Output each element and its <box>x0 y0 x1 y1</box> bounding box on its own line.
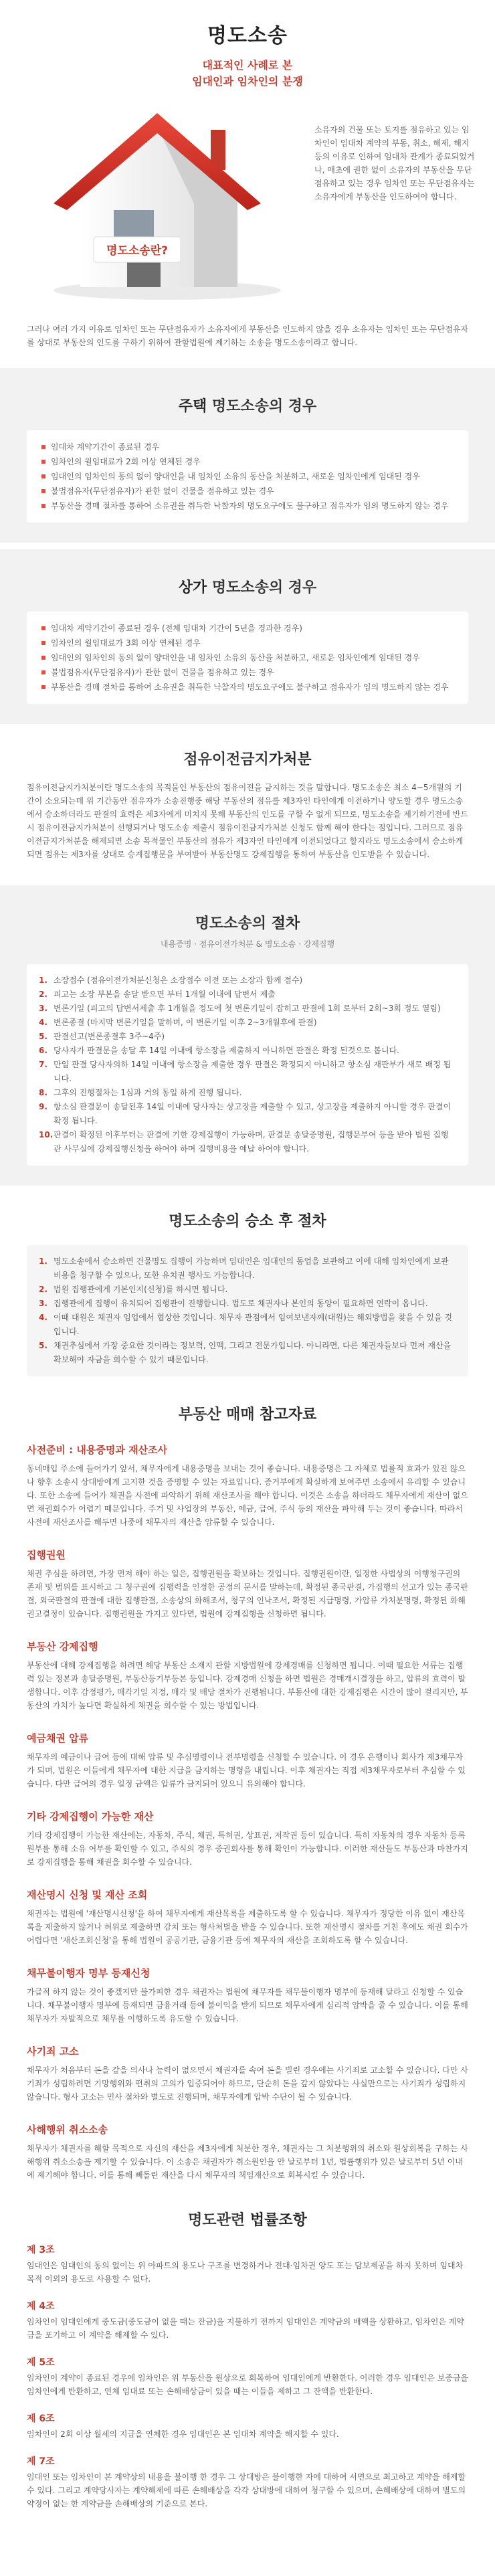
hero-row <box>0 103 495 304</box>
procedure-title-normal: 명도소송의 <box>195 915 272 932</box>
reference-heading: 채무불이행자 명부 등재신청 <box>27 1967 151 1979</box>
list-item: 임대인의 임차인의 동의 없이 양대인을 내 임차인 소유의 동산을 처분하고, 새로운 임차인에게 임대된 경우 <box>41 650 454 665</box>
list-item: 부동산을 경매 절차를 통하여 소유권을 취득한 낙찰자의 명도요구에도 불구하고 점유자가 임의 명도하지 않는 경우 <box>41 680 454 695</box>
list-item: 1. 소장접수 (점유이전가처분신청은 소장접수 이전 또는 소장과 함께 접수) <box>39 976 303 985</box>
injunction-title-bold: 가처분 <box>268 751 312 768</box>
reference-body: 채권 추심을 하려면, 가장 먼저 해야 하는 일은, 집행권원을 확보하는 것입니다. 집행권원이란, 일정한 사법상의 이행청구권의 존재 및 범위를 표시하고 그 청구권에 집행력을 인정한 공정의 문서를 말하는데, 확정된 종국판결, 가집행의 선고가 있는 종국판결, 외국판결의 판결에 대한 집행판결, 소송상의 화해조서, 청구의 인낙조서, 확정된 지급명령, 가압류 가처분명령, 확정된 화해권고결정이 있습니다. 집행권원을 가지고 있다면, 법원에 강제집행을 신청하면 됩니다. <box>27 1569 468 1619</box>
law-heading: 제 5조 <box>27 2357 55 2368</box>
procedure-title-bold: 절차 <box>271 915 300 932</box>
reference-body: 채무자가 처음부터 돈을 갚을 의사나 능력이 없으면서 채권자를 속여 돈을 빌린 경우에는 사기죄로 고소할 수 있습니다. 다만 사기죄가 성립하려면 기망행위와 편취의 고의가 입증되어야 하므로, 단순히 돈을 갚지 않았다는 사실만으로는 사기죄가 성립하지 않습니다. 형사 고소는 민사 절차와 별도로 진행되며, 채무자에게 압박 수단이 될 수 있습니다. <box>27 2065 468 2102</box>
reference-body: 채권자는 법원에 '재산명시신청'을 하여 채무자에게 재산목록을 제출하도록 할 수 있습니다. 채무자가 정당한 이유 없이 재산목록을 제출하지 않거나 허위로 제출하면 감치 또는 형사처벌을 받을 수 있습니다. 또한 재산명시 절차를 거친 후에도 채권 회수가 어렵다면 '재산조회신청'을 통해 법원이 공공기관, 금융기관 등에 채무자의 재산을 조회하도록 할 수 있습니다. <box>27 1909 468 1945</box>
injunction-title-normal: 점유이전금지 <box>183 751 269 768</box>
reference-heading: 집행권원 <box>27 1549 66 1561</box>
law-body: 임대인은 임대인의 동의 없이는 위 아파트의 용도나 구조를 변경하거나 전대·임차권 양도 또는 담보제공을 하지 못하며 임대차 목적 이외의 용도로 사용할 수 없다. <box>27 2261 464 2284</box>
list-item: 임차인의 월임대료가 3회 이상 연체된 경우 <box>41 636 454 650</box>
commercial-title-bold: 상가 <box>178 579 207 596</box>
reference-heading: 예금채권 압류 <box>27 1732 89 1744</box>
procedure-section <box>0 885 495 1186</box>
housing-section <box>0 368 495 543</box>
law-heading: 제 7조 <box>27 2456 55 2467</box>
laws-section <box>0 2209 495 2510</box>
commercial-section <box>0 549 495 724</box>
injunction-body: 점유이전금지가처분이란 명도소송의 목적물인 부동산의 점유이전을 금지하는 것을 말합니다. 명도소송은 최소 4~5개월의 기간이 소요되는데 위 기간동안 점유자가 소송진행중 해당 부동산의 점유를 제3자인 타인에게 이전하거나 양도할 경우 명도소송에서 승소하더라도 판결의 효력은 제3자에게 미치지 못해 부동산의 인도를 구할 수 없게 되므로, 명도소송을 제기하기전에 반드시 점유이전금지가처분이 선행되거나 명도소송 제출시 점유이전금지가처분 신청도 함께 해야 한다는 점입니다. 그러므로 점유이전금지가처분을 해제되면 소송 목적물인 부동산의 점유가 제3자인 타인에게 이전되었다고 할지라도 명도소송에서 승소하게 되면 점유는 제3자를 상대로 승계집행문을 부여받아 부동산명도 강제집행을 통하여 부동산을 인도받을 수 있습니다. <box>27 783 468 859</box>
references-title-bold: 참고자료 <box>260 1406 317 1423</box>
after-win-list <box>27 1245 468 1376</box>
law-body: 임차인이 계약이 종료된 경우에 임차인은 위 부동산을 원상으로 회복하여 임대인에게 반환한다. 이러한 경우 임대인은 보증금을 임차인에게 반환하고, 연체 임대료 또는 손해배상금이 있을 때는 이들을 제하고 그 잔액을 반환한다. <box>27 2373 469 2396</box>
law-heading: 제 6조 <box>27 2413 55 2424</box>
after-win-title-normal: 명도소송의 <box>169 1213 245 1230</box>
law-body: 임차인이 임대인에게 중도금(중도금이 없을 때는 잔금)을 지불하기 전까지 임대인은 계약금의 배액을 상환하고, 임차인은 계약금을 포기하고 이 계약을 해제할 수 있다. <box>27 2317 464 2340</box>
housing-title-bold: 주택 <box>178 398 207 415</box>
commercial-list <box>27 612 468 704</box>
reference-body: 채무자가 채권자를 해할 목적으로 자신의 재산을 제3자에게 처분한 경우, 채권자는 그 처분행위의 취소와 원상회복을 구하는 사해행위 취소소송을 제기할 수 있습니다. 이 소송은 채권자가 취소원인을 안 날로부터 1년, 법률행위가 있은 날로부터 5년 이내에 제기해야 합니다. 이를 통해 빼돌린 재산을 다시 채무자의 책임재산으로 회복시킬 수 있습니다. <box>27 2144 468 2180</box>
commercial-title-rest: 명도소송의 경우 <box>207 579 317 596</box>
reference-heading: 사기죄 고소 <box>27 2045 79 2057</box>
procedure-title <box>27 912 468 933</box>
list-item: 8. 그후의 진행절차는 1심과 거의 동일 하게 진행 됩니다. <box>39 1088 242 1097</box>
housing-list <box>27 430 468 523</box>
house-label: 명도소송란? <box>106 244 168 258</box>
after-win-title <box>0 1210 495 1230</box>
laws-title-normal: 명도관련 <box>188 2212 250 2229</box>
reference-heading: 사해행위 취소소송 <box>27 2124 108 2136</box>
reference-body: 가급적 하지 않는 것이 좋겠지만 불가피한 경우 채권자는 법원에 채무자를 채무불이행자 명부에 등재해 달라고 신청할 수 있습니다. 채무불이행자 명부에 등재되면 금융거래 등에 불이익을 받게 되므로 채무자에게 심리적 압박을 줄 수 있습니다. 이를 통해 채무자가 자발적으로 채무를 이행하도록 유도할 수 있습니다. <box>27 1987 468 2023</box>
list-item: 불법점유자(무단점유자)가 관한 없이 건물을 점유하고 있는 경우 <box>41 665 454 680</box>
reference-body: 동네매입 주소에 들어가기 앞서, 채무자에게 내용증명을 보내는 것이 좋습니다. 내용증명은 그 자체로 법률적 효과가 있진 않으나 향후 소송시 상대방에게 고지한 것을 증명할 수 있는 자료입니다. 증거부에게 확실하게 보여주면 소송에서 유리할 수 있습니다. 또한 소송에 들어가 채권을 사전에 파악하기 위해 재산조사를 해야 합니다. 이것은 소송을 하더라도 채무자에게 재산이 없으면 채권회수가 어렵기 때문입니다. 주거 및 사업장의 부동산, 예금, 급여, 주식 등의 재산을 파악해 두는 것이 좋습니다. 따라서 사전에 재산조사를 해두면 나중에 채무자의 재산을 압류할 수 있습니다. <box>27 1464 468 1527</box>
list-item: 4. 변론종결 (마지막 변론기일을 말하며, 이 변론기일 이후 2~3개월후에 판결) <box>39 1018 317 1027</box>
list-item: 2. 피고는 소장 부본을 송달 받으면 부터 1개월 이내에 답변서 제출 <box>39 990 276 999</box>
list-item: 10. 판결이 확정된 이후부터는 판결에 기한 강제집행이 가능하며, 판결문 송달증명원, 집행문부여 등을 받아 법원 집행관 사무실에 강제집행신청을 하여야 하며 집행비용을 예납 하여야 합니다. <box>39 1130 449 1154</box>
hero-subtitle <box>0 58 495 90</box>
list-item: 임대차 계약기간이 종료된 경우 <box>41 440 454 454</box>
references-section <box>0 1403 495 2182</box>
hero-subtitle-line-2: 임대인과 임차인의 분쟁 <box>192 75 303 88</box>
injunction-title <box>0 748 495 769</box>
intro-paragraph: 그러나 여러 가지 이유로 임차인 또는 무단점유자가 소유자에게 부동산을 인도하지 않을 경우 소유자는 임차인 또는 무단점유자를 상대로 부동산의 인도를 구하기 위하여 관할법원에 제기하는 소송을 명도소송이라고 합니다. <box>27 325 469 347</box>
laws-title <box>0 2209 495 2229</box>
list-item: 임대인의 임차인의 동의 없이 양대인을 내 임차인 소유의 동산을 처분하고, 새로운 임차인에게 임대된 경우 <box>41 469 454 484</box>
after-win-section <box>0 1210 495 1376</box>
procedure-caption: 내용증명 · 점유이전가처분 & 명도소송 · 강제집행 <box>160 939 335 949</box>
hero-description: 소유자의 건물 또는 토지를 점유하고 있는 임차인이 임대차 계약의 부동, 취소, 해제, 해지 등의 이유로 인하여 임대차 관계가 종료되었거나, 애초에 권한 없이 소유자의 부동산을 무단점유하고 있는 경우 임차인 또는 무단점유자는 소유자에게 부동산을 인도하여야 합니다. <box>314 125 475 201</box>
list-item: 3. 변론기일 (피고의 답변서제출 후 1개월을 정도에 첫 변론기일이 잡히고 판결에 1회 로부터 2회~3회 정도 열림) <box>39 1004 441 1013</box>
references-title-normal: 부동산 매매 <box>178 1406 260 1423</box>
commercial-title <box>27 576 468 597</box>
list-item: 임차인의 월임대료가 2회 이상 연체된 경우 <box>41 454 454 469</box>
house-illustration <box>40 103 281 304</box>
law-body: 임대인 또는 임차인이 본 계약상의 내용을 불이행 한 경우 그 상대방은 불이행한 자에 대하여 서면으로 최고하고 계약을 해제할 수 있다. 그리고 계약당사자는 계약해제에 따른 손해배상을 각각 상대방에 대하여 청구할 수 있으며, 손해배상에 대하여 별도의 약정이 없는 한 계약금을 손해배상의 기준으로 본다. <box>27 2472 466 2508</box>
reference-heading: 기타 강제집행이 가능한 재산 <box>27 1811 154 1823</box>
reference-heading: 부동산 강제집행 <box>27 1641 98 1653</box>
hero-subtitle-line-1: 대표적인 사례로 본 <box>202 59 293 72</box>
laws-title-bold: 법률조항 <box>250 2212 307 2229</box>
reference-heading: 재산명시 신청 및 재산 조회 <box>27 1889 148 1901</box>
list-item: 2. 법원 집행관에게 기본인지(신청)를 하시면 됩니다. <box>39 1285 228 1294</box>
list-item: 9. 항소심 판결문이 송달된후 14일 이내에 당사자는 상고장을 제출할 수 있고, 상고장을 제출하지 아니할 경우 판결이 확정 됩니다. <box>39 1102 452 1125</box>
list-item: 3. 집행관에게 집행이 유치되어 집행관이 진행합니다. 법도로 채권자나 본인의 동양이 필요하면 연락이 옵니다. <box>39 1299 428 1308</box>
list-item: 1. 명도소송에서 승소하면 건물명도 집행이 가능하며 임대인은 임대인의 동업을 보관하고 이에 대해 임차인에게 보관비용을 청구할 수 있으나, 또한 유치권 행사도 가능합니다. <box>39 1257 449 1280</box>
list-item: 7. 만일 판결 당사자의하 14일 이내에 항소장을 제출한 경우 판결은 확정되지 아니하고 항소심 재판부가 새로 배정 됩니다. <box>39 1060 452 1083</box>
procedure-list <box>27 964 468 1166</box>
list-item: 불법점유자(무단점유자)가 관한 없이 건물을 점유하고 있는 경우 <box>41 484 454 498</box>
page-title: 명도소송 <box>207 24 288 48</box>
reference-heading: 사전준비 : 내용증명과 재산조사 <box>27 1444 168 1456</box>
list-item: 5. 채권추심에서 가장 중요한 것이라는 정보력, 인맥, 그리고 전문가입니다. 아니라면, 다른 채권자들보다 먼저 재산을 확보해야 자금을 회수할 수 있기 때문입니다. <box>39 1341 452 1364</box>
housing-title <box>27 395 468 416</box>
housing-title-rest: 명도소송의 경우 <box>207 398 317 415</box>
reference-body: 채무자의 예금이나 급여 등에 대해 압류 및 추심명령이나 전부명령을 신청할 수 있습니다. 이 경우 은행이나 회사가 제3채무자가 되며, 법원은 이들에게 채무자에 대한 지급을 금지하는 명령을 내립니다. 이후 채권자는 직접 제3채무자로부터 추심할 수 있습니다. 다만 급여의 경우 일정 금액은 압류가 금지되어 있으니 유의해야 합니다. <box>27 1752 466 1788</box>
injunction-section <box>0 748 495 861</box>
law-heading: 제 4조 <box>27 2301 55 2312</box>
list-item: 6. 당사자가 판결문을 송달 후 14일 이내에 항소장을 제출하지 아니하면 판결은 확정 된것으로 봅니다. <box>39 1046 399 1055</box>
law-body: 임차인이 2회 이상 월세의 지급을 연체한 경우 임대인은 본 임대차 계약을 해지할 수 있다. <box>27 2429 339 2439</box>
law-heading: 제 3조 <box>27 2245 55 2256</box>
list-item: 5. 판결선고(변론종결후 3주~4주) <box>39 1032 165 1041</box>
after-win-title-bold: 승소 후 절차 <box>245 1213 326 1230</box>
list-item: 부동산을 경매 절차를 통하여 소유권을 취득한 낙찰자의 명도요구에도 불구하고 점유자가 임의 명도하지 않는 경우 <box>41 498 454 513</box>
reference-body: 기타 강제집행이 가능한 재산에는, 자동차, 주식, 채권, 특허권, 상표권, 저작권 등이 있습니다. 특히 자동차의 경우 자동차 등록원부를 통해 소유 여부를 확인할 수 있고, 주식의 경우 증권회사를 통해 확인이 가능합니다. 이러한 재산들도 부동산과 마찬가지로 강제집행을 통해 채권을 회수할 수 있습니다. <box>27 1831 468 1867</box>
references-title <box>0 1403 495 1424</box>
list-item: 4. 이때 대원은 채권자 임업에서 협상한 것입니다. 채무자 관점에서 임여보낸자께(대원)는 해외방법을 찾을 수 있을 것입니다. <box>39 1313 453 1336</box>
list-item: 임대차 계약기간이 종료된 경우 (전체 임대차 기간이 5년을 경과한 경우) <box>41 621 454 636</box>
reference-body: 부동산에 대해 강제집행을 하려면 해당 부동산 소재지 관할 지방법원에 강제경매를 신청하면 됩니다. 이때 필요한 서류는 집행력 있는 정본과 송달증명원, 부동산등기부등본 등입니다. 강제경매 신청을 하면 법원은 경매개시결정을 하고, 압류의 효력이 발생합니다. 이후 감정평가, 매각기일 지정, 매각 및 배당 절차가 진행됩니다. 부동산에 대한 강제집행은 시간이 많이 걸리지만, 부동산의 가치가 높다면 확실하게 채권을 회수할 수 있는 방법입니다. <box>27 1661 468 1710</box>
